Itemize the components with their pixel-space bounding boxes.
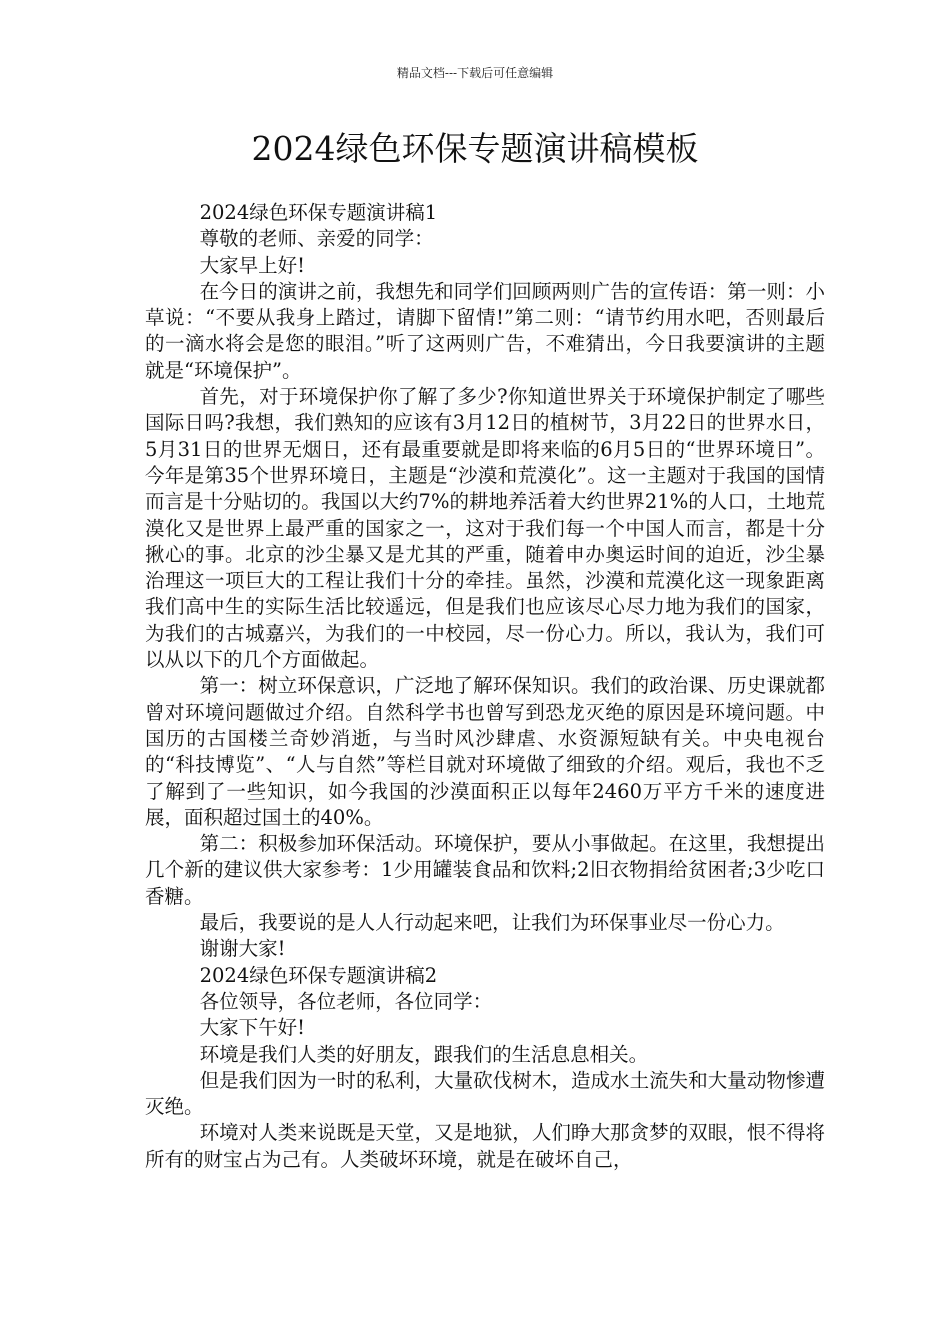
paragraph-thanks: 谢谢大家! xyxy=(199,937,286,961)
paragraph-greeting-2: 大家下午好! xyxy=(199,1016,305,1040)
paragraph-deforestation: 但是我们因为一时的私利，大量砍伐树木，造成水土流失和大量动物惨遭灭绝。 xyxy=(145,1068,825,1119)
paragraph-speech1-heading: 2024绿色环保专题演讲稿1 xyxy=(199,201,438,224)
paragraph-intro: 在今日的演讲之前，我想先和同学们回顾两则广告的宣传语：第一则：小草说：“不要从我身上踏过，请脚下留情!”第二则：“请节约用水吧，否则最后的一滴水将会是您的眼泪。”听了这两则广告，不难猜出，今日我要演讲的主题就是“环境保护”。 xyxy=(145,279,825,382)
paragraph-salutation: 尊敬的老师、亲爱的同学： xyxy=(199,227,434,251)
header-note: 精品文档---下载后可任意编辑 xyxy=(396,66,554,80)
paragraph-salutation-2: 各位领导，各位老师，各位同学： xyxy=(199,989,493,1013)
paragraph-first: 首先，对于环境保护你了解了多少?你知道世界关于环境保护制定了哪些国际日吗?我想，我们熟知的应该有3月12日的植树节，3月22日的世界水日，5月31日的世界无烟日，还有最重要就是即将来临的6月5日的“世界环境日”。今年是第35个世界环境日，主题是“沙漠和荒漠化”。这一主题对于我国的国情而言是十分贴切的。我国以大约7%的耕地养活着大约世界21%的人口，土地荒漠化又是世界上最严重的国家之一，这对于我们每一个中国人而言，都是十分揪心的事。北京的沙尘暴又是尤其的严重，随着申办奥运时间的迫近，沙尘暴治理这一项巨大的工程让我们十分的牵挂。虽然，沙漠和荒漠化这一现象距离我们高中生的实际生活比较遥远，但是我们也应该尽心尽力地为我们的国家，为我们的古城嘉兴，为我们的一中校园，尽一份心力。所以，我认为，我们可以从以下的几个方面做起。 xyxy=(145,385,825,672)
paragraph-point-two: 第二：积极参加环保活动。环境保护，要从小事做起。在这里，我想提出几个新的建议供大家参考：1少用罐装食品和饮料;2旧衣物捐给贫困者;3少吃口香糖。 xyxy=(145,832,825,908)
paragraph-speech2-heading: 2024绿色环保专题演讲稿2 xyxy=(199,963,438,987)
paragraph-heaven-hell: 环境对人类来说既是天堂，又是地狱，人们睁大那贪梦的双眼，恨不得将所有的财宝占为己有。人类破坏环境，就是在破坏自己， xyxy=(145,1121,825,1171)
paragraph-finally: 最后，我要说的是人人行动起来吧，让我们为环保事业尽一份心力。 xyxy=(199,911,785,935)
paragraph-point-one: 第一：树立环保意识，广泛地了解环保知识。我们的政治课、历史课就都曾对环境问题做过介绍。自然科学书也曾写到恐龙灭绝的原因是环境问题。中国历的古国楼兰奇妙消逝，与当时风沙肆虐、水资源短缺有关。中央电视台的“科技博览”、“人与自然”等栏目就对环境做了细致的介绍。观后，我也不乏了解到了一些知识，如今我国的沙漠面积正以每年2460万平方千米的速度进展，面积超过国土的40%。 xyxy=(145,674,825,829)
document-body xyxy=(145,200,825,1173)
paragraph-greeting: 大家早上好! xyxy=(199,253,305,277)
document-title: 2024绿色环保专题演讲稿模板 xyxy=(251,129,699,168)
paragraph-environment-friend: 环境是我们人类的好朋友，跟我们的生活息息相关。 xyxy=(199,1042,649,1066)
